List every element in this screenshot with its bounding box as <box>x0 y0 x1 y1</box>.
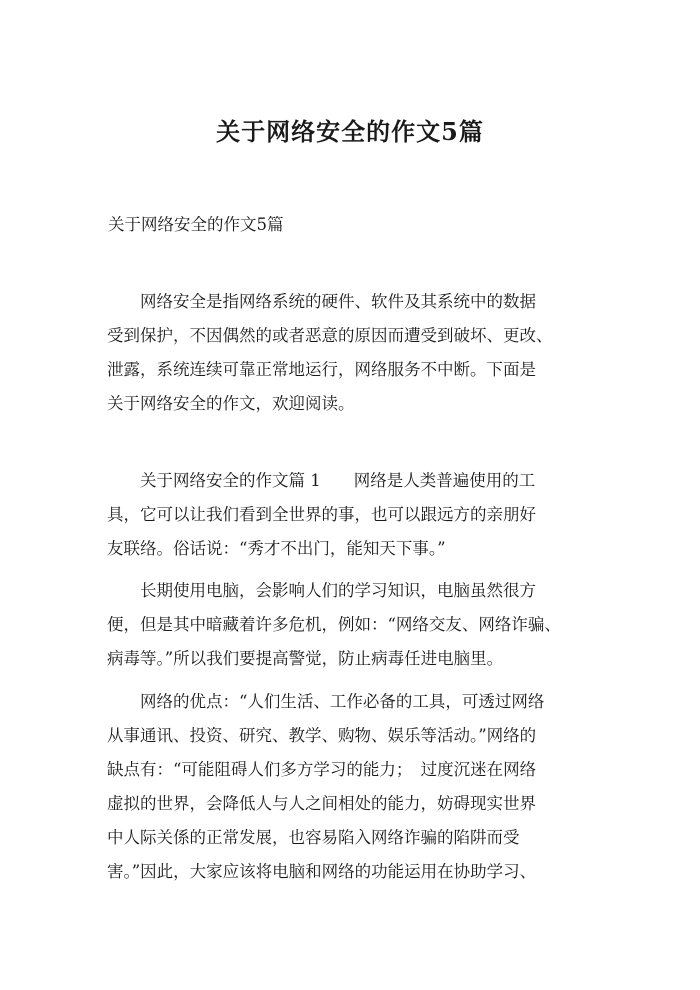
document-title: 关于网络安全的作文5篇 <box>216 117 484 146</box>
text-line: 泄露，系统连续可靠正常地运行，网络服务不中断。下面是 <box>107 360 536 379</box>
paragraph-pros-cons <box>107 685 595 889</box>
text-line: 长期使用电脑，会影响人们的学习知识，电脑虽然很方 <box>107 581 536 600</box>
text-line: 从事通讯、投资、研究、教学、购物、娱乐等活动。”网络的 <box>107 726 537 745</box>
text-line: 中人际关係的正常发展，也容易陷入网络诈骗的陷阱而受 <box>107 828 520 847</box>
text-line: 友联络。俗话说：“秀才不出门，能知天下事。” <box>107 539 446 558</box>
document-subtitle: 关于网络安全的作文5篇 <box>108 215 284 234</box>
text-line: 受到保护，不因偶然的或者恶意的原因而遭受到破坏、更改、 <box>107 326 553 345</box>
text-line: 网络的优点：“人们生活、工作必备的工具，可透过网络 <box>107 692 545 711</box>
paragraph-intro <box>107 285 595 421</box>
text-line: 病毒等。”所以我们要提高警觉，防止病毒任进电脑里。 <box>107 649 504 668</box>
text-line: 网络安全是指网络系统的硬件、软件及其系统中的数据 <box>107 292 536 311</box>
text-line: 害。”因此，大家应该将电脑和网络的功能运用在协助学习、 <box>107 862 537 881</box>
text-line: 关于网络安全的作文篇 1 网络是人类普遍使用的工 <box>107 471 536 490</box>
text-line: 具，它可以让我们看到全世界的事，也可以跟远方的亲朋好 <box>107 505 536 524</box>
text-line: 虚拟的世界，会降低人与人之间相处的能力，妨碍现实世界 <box>107 794 536 813</box>
paragraph-essay-1-opening <box>107 464 595 566</box>
paragraph-computer-risks <box>107 574 595 676</box>
text-line: 便，但是其中暗藏着许多危机，例如：“网络交友、网络诈骗、 <box>107 615 561 634</box>
text-line: 关于网络安全的作文，欢迎阅读。 <box>107 394 355 413</box>
text-line: 缺点有：“可能阻碍人们多方学习的能力； 过度沉迷在网络 <box>107 760 537 779</box>
